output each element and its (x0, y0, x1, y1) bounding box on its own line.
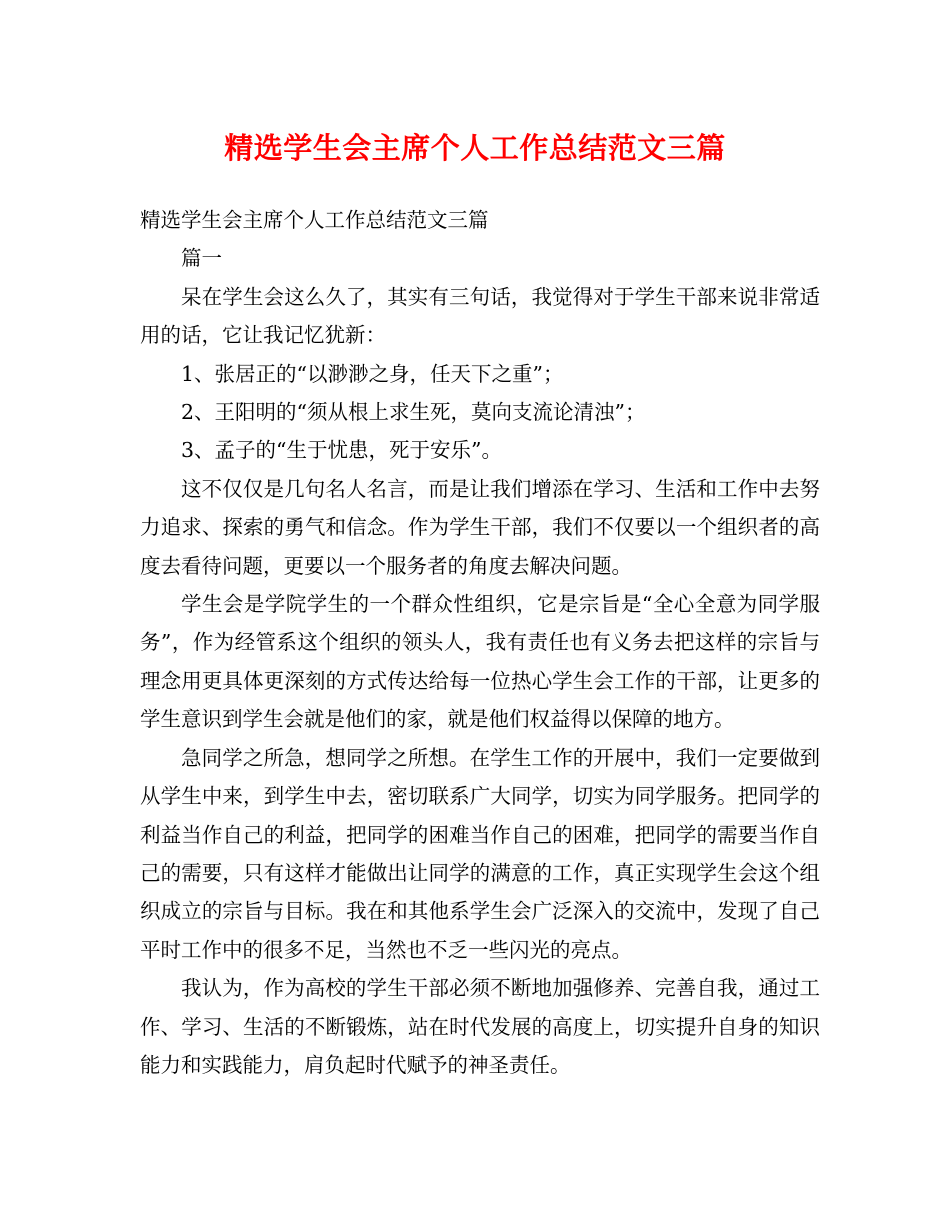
body-paragraph-subtitle: 精选学生会主席个人工作总结范文三篇 (140, 208, 489, 232)
document-title: 精选学生会主席个人工作总结范文三篇 (224, 131, 726, 165)
quote-item-1: 1、张居正的“以渺渺之身，任天下之重”； (181, 361, 564, 386)
body-paragraph: 学生会是学院学生的一个群众性组织，它是宗旨是“全心全意为同学服务”，作为经管系这个组织的领头人，我有责任也有义务去把这样的宗旨与理念用更具体更深刻的方式传达给每一位热心学生会工作的干部，让更多的学生意识到学生会就是他们的家，就是他们权益得以保障的地方。 (140, 592, 820, 732)
document-body (140, 201, 820, 1084)
quote-item-2: 2、王阳明的“须从根上求生死，莫向支流论清浊”； (181, 400, 646, 425)
quote-item-3: 3、孟子的“生于忧患，死于安乐”。 (181, 438, 503, 463)
body-paragraph: 这不仅仅是几句名人名言，而是让我们增添在学习、生活和工作中去努力追求、探索的勇气和信念。作为学生干部，我们不仅要以一个组织者的高度去看待问题，更要以一个服务者的角度去解决问题。 (140, 476, 820, 578)
body-paragraph: 急同学之所急，想同学之所想。在学生工作的开展中，我们一定要做到从学生中来，到学生中去，密切联系广大同学，切实为同学服务。把同学的利益当作自己的利益，把同学的困难当作自己的困难，把同学的需要当作自己的需要，只有这样才能做出让同学的满意的工作，真正实现学生会这个组织成立的宗旨与目标。我在和其他系学生会广泛深入的交流中，发现了自己平时工作中的很多不足，当然也不乏一些闪光的亮点。 (140, 745, 820, 962)
body-paragraph-section-heading: 篇一 (181, 246, 222, 271)
body-paragraph: 呆在学生会这么久了，其实有三句话，我觉得对于学生干部来说非常适用的话，它让我记忆犹新： (140, 284, 820, 348)
body-paragraph: 我认为，作为高校的学生干部必须不断地加强修养、完善自我，通过工作、学习、生活的不断锻炼，站在时代发展的高度上，切实提升自身的知识能力和实践能力，肩负起时代赋予的神圣责任。 (140, 976, 820, 1077)
